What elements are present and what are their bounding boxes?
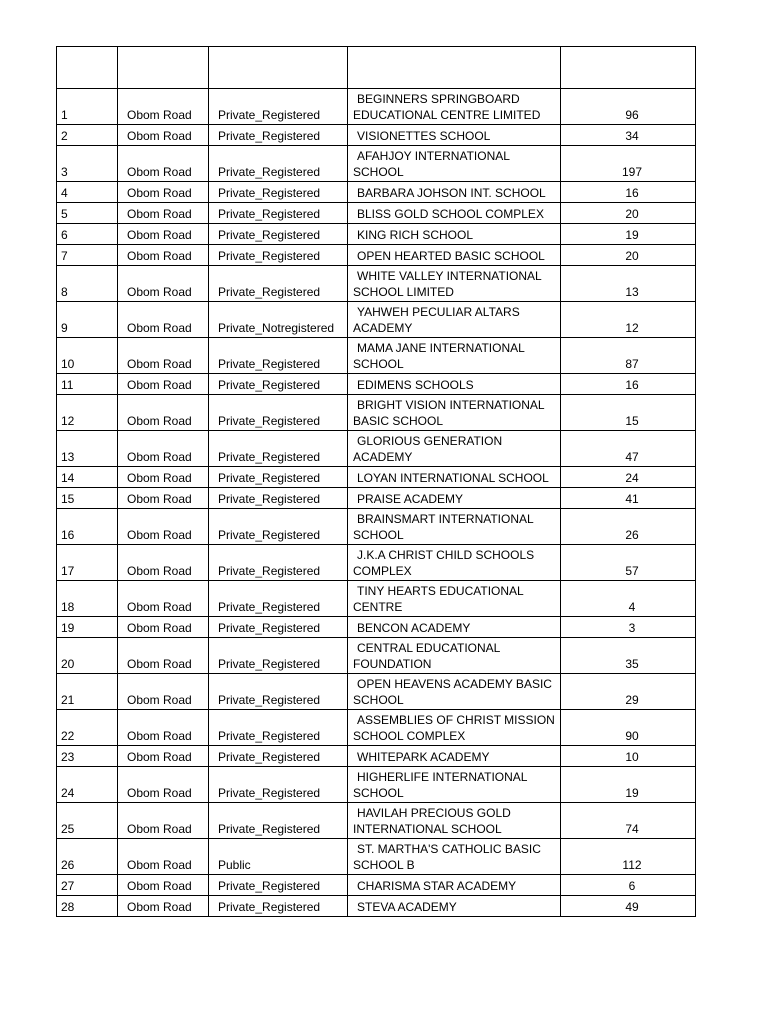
- count-cell: 74: [561, 803, 696, 839]
- school-name-line: GLORIOUS GENERATION: [357, 434, 503, 448]
- count-cell: 96: [561, 89, 696, 125]
- road-cell: Obom Road: [118, 674, 209, 710]
- school-name-cell: [348, 302, 561, 338]
- school-name-cell: [348, 875, 561, 896]
- table-row: [57, 302, 696, 338]
- count-cell: 19: [561, 767, 696, 803]
- school-name-line: INTERNATIONAL SCHOOL: [353, 822, 502, 836]
- table-row: [57, 182, 696, 203]
- school-name-line: SCHOOL LIMITED: [353, 285, 454, 299]
- road-cell: Obom Road: [118, 617, 209, 638]
- school-name-line: YAHWEH PECULIAR ALTARS: [357, 305, 520, 319]
- school-name-cell: [348, 710, 561, 746]
- row-number-cell: 21: [57, 674, 118, 710]
- count-cell: 16: [561, 182, 696, 203]
- school-name-cell: [348, 203, 561, 224]
- school-name-cell: [348, 182, 561, 203]
- school-name-line: ACADEMY: [353, 321, 413, 335]
- road-cell: Obom Road: [118, 509, 209, 545]
- school-name-line: STEVA ACADEMY: [357, 900, 457, 914]
- row-number-cell: 15: [57, 488, 118, 509]
- table-row: [57, 374, 696, 395]
- table-row: [57, 431, 696, 467]
- row-number-cell: 18: [57, 581, 118, 617]
- table-row: [57, 746, 696, 767]
- table-row: [57, 203, 696, 224]
- count-cell: 29: [561, 674, 696, 710]
- row-number-cell: 6: [57, 224, 118, 245]
- school-name-cell: [348, 581, 561, 617]
- row-number-cell: 2: [57, 125, 118, 146]
- table-row: [57, 89, 696, 125]
- school-name-cell: [348, 245, 561, 266]
- table-row: [57, 767, 696, 803]
- school-name-line: BEGINNERS SPRINGBOARD: [357, 92, 520, 106]
- row-number-cell: 13: [57, 431, 118, 467]
- table-row: [57, 338, 696, 374]
- table-row: [57, 245, 696, 266]
- registration-status-cell: Private_Registered: [209, 746, 348, 767]
- registration-status-cell: Private_Registered: [209, 125, 348, 146]
- road-cell: Obom Road: [118, 467, 209, 488]
- school-name-line: WHITE VALLEY INTERNATIONAL: [357, 269, 542, 283]
- table-row: [57, 875, 696, 896]
- road-cell: Obom Road: [118, 224, 209, 245]
- row-number-cell: 16: [57, 509, 118, 545]
- road-cell: Obom Road: [118, 302, 209, 338]
- school-name-cell: [348, 395, 561, 431]
- road-cell: Obom Road: [118, 395, 209, 431]
- registration-status-cell: Private_Registered: [209, 266, 348, 302]
- school-name-line: SCHOOL COMPLEX: [353, 729, 466, 743]
- registration-status-cell: Private_Registered: [209, 638, 348, 674]
- road-cell: Obom Road: [118, 581, 209, 617]
- school-name-cell: [348, 125, 561, 146]
- registration-status-cell: Private_Registered: [209, 509, 348, 545]
- count-cell: 3: [561, 617, 696, 638]
- school-name-line: EDIMENS SCHOOLS: [357, 378, 474, 392]
- row-number-cell: 10: [57, 338, 118, 374]
- header-cell-number: [57, 47, 118, 89]
- registration-status-cell: Private_Registered: [209, 431, 348, 467]
- school-name-line: BASIC SCHOOL: [353, 414, 444, 428]
- count-cell: 90: [561, 710, 696, 746]
- school-name-line: BENCON ACADEMY: [357, 621, 471, 635]
- school-name-cell: [348, 674, 561, 710]
- row-number-cell: 23: [57, 746, 118, 767]
- table-row: [57, 224, 696, 245]
- row-number-cell: 11: [57, 374, 118, 395]
- table-row: [57, 581, 696, 617]
- registration-status-cell: Private_Registered: [209, 374, 348, 395]
- school-name-line: CHARISMA STAR ACADEMY: [357, 879, 517, 893]
- count-cell: 15: [561, 395, 696, 431]
- registration-status-cell: Private_Registered: [209, 803, 348, 839]
- road-cell: Obom Road: [118, 125, 209, 146]
- table-row: [57, 617, 696, 638]
- school-name-line: COMPLEX: [353, 564, 412, 578]
- road-cell: Obom Road: [118, 488, 209, 509]
- registration-status-cell: Private_Registered: [209, 245, 348, 266]
- row-number-cell: 24: [57, 767, 118, 803]
- table-row: [57, 395, 696, 431]
- school-name-cell: [348, 545, 561, 581]
- road-cell: Obom Road: [118, 182, 209, 203]
- school-name-line: MAMA JANE INTERNATIONAL: [357, 341, 525, 355]
- school-name-line: ASSEMBLIES OF CHRIST MISSION: [357, 713, 555, 727]
- school-name-cell: [348, 638, 561, 674]
- table-row: [57, 125, 696, 146]
- row-number-cell: 28: [57, 896, 118, 917]
- registration-status-cell: Private_Registered: [209, 467, 348, 488]
- registration-status-cell: Private_Registered: [209, 146, 348, 182]
- table-row: [57, 839, 696, 875]
- road-cell: Obom Road: [118, 266, 209, 302]
- road-cell: Obom Road: [118, 710, 209, 746]
- road-cell: Obom Road: [118, 896, 209, 917]
- school-name-line: LOYAN INTERNATIONAL SCHOOL: [357, 471, 549, 485]
- school-name-line: SCHOOL: [353, 357, 404, 371]
- school-name-line: AFAHJOY INTERNATIONAL: [357, 149, 510, 163]
- road-cell: Obom Road: [118, 875, 209, 896]
- registration-status-cell: Private_Registered: [209, 224, 348, 245]
- table-row: [57, 266, 696, 302]
- school-name-line: BARBARA JOHSON INT. SCHOOL: [357, 186, 546, 200]
- count-cell: 4: [561, 581, 696, 617]
- header-cell-status: [209, 47, 348, 89]
- school-table: [56, 46, 696, 917]
- count-cell: 112: [561, 839, 696, 875]
- count-cell: 13: [561, 266, 696, 302]
- row-number-cell: 5: [57, 203, 118, 224]
- school-name-line: OPEN HEAVENS ACADEMY BASIC: [357, 677, 552, 691]
- table-row: [57, 545, 696, 581]
- row-number-cell: 8: [57, 266, 118, 302]
- row-number-cell: 14: [57, 467, 118, 488]
- row-number-cell: 27: [57, 875, 118, 896]
- school-name-line: CENTRAL EDUCATIONAL: [357, 641, 501, 655]
- school-name-line: KING RICH SCHOOL: [357, 228, 474, 242]
- registration-status-cell: Private_Registered: [209, 182, 348, 203]
- school-name-line: HAVILAH PRECIOUS GOLD: [357, 806, 511, 820]
- school-name-cell: [348, 839, 561, 875]
- count-cell: 34: [561, 125, 696, 146]
- school-name-line: VISIONETTES SCHOOL: [357, 129, 491, 143]
- school-name-line: WHITEPARK ACADEMY: [357, 750, 490, 764]
- row-number-cell: 3: [57, 146, 118, 182]
- row-number-cell: 12: [57, 395, 118, 431]
- school-name-cell: [348, 89, 561, 125]
- school-name-cell: [348, 746, 561, 767]
- school-name-cell: [348, 266, 561, 302]
- school-name-line: PRAISE ACADEMY: [357, 492, 464, 506]
- school-name-line: TINY HEARTS EDUCATIONAL: [357, 584, 524, 598]
- header-cell-count: [561, 47, 696, 89]
- row-number-cell: 25: [57, 803, 118, 839]
- school-name-line: OPEN HEARTED BASIC SCHOOL: [357, 249, 545, 263]
- road-cell: Obom Road: [118, 638, 209, 674]
- school-name-line: BRIGHT VISION INTERNATIONAL: [357, 398, 545, 412]
- count-cell: 16: [561, 374, 696, 395]
- registration-status-cell: Private_Registered: [209, 581, 348, 617]
- table-header-row: [57, 47, 696, 89]
- count-cell: 35: [561, 638, 696, 674]
- school-name-cell: [348, 224, 561, 245]
- header-cell-road: [118, 47, 209, 89]
- road-cell: Obom Road: [118, 146, 209, 182]
- registration-status-cell: Public: [209, 839, 348, 875]
- school-name-cell: [348, 374, 561, 395]
- count-cell: 26: [561, 509, 696, 545]
- school-name-cell: [348, 146, 561, 182]
- road-cell: Obom Road: [118, 839, 209, 875]
- count-cell: 197: [561, 146, 696, 182]
- row-number-cell: 9: [57, 302, 118, 338]
- road-cell: Obom Road: [118, 245, 209, 266]
- road-cell: Obom Road: [118, 89, 209, 125]
- registration-status-cell: Private_Registered: [209, 767, 348, 803]
- school-name-line: ST. MARTHA'S CATHOLIC BASIC: [357, 842, 541, 856]
- row-number-cell: 7: [57, 245, 118, 266]
- road-cell: Obom Road: [118, 767, 209, 803]
- table-row: [57, 146, 696, 182]
- count-cell: 20: [561, 203, 696, 224]
- table-row: [57, 803, 696, 839]
- registration-status-cell: Private_Registered: [209, 338, 348, 374]
- row-number-cell: 1: [57, 89, 118, 125]
- school-name-line: SCHOOL B: [353, 858, 415, 872]
- school-name-line: SCHOOL: [353, 693, 404, 707]
- road-cell: Obom Road: [118, 431, 209, 467]
- row-number-cell: 26: [57, 839, 118, 875]
- school-name-line: BRAINSMART INTERNATIONAL: [357, 512, 534, 526]
- count-cell: 57: [561, 545, 696, 581]
- road-cell: Obom Road: [118, 545, 209, 581]
- school-name-line: EDUCATIONAL CENTRE LIMITED: [353, 108, 541, 122]
- table-row: [57, 467, 696, 488]
- row-number-cell: 4: [57, 182, 118, 203]
- registration-status-cell: Private_Registered: [209, 896, 348, 917]
- registration-status-cell: Private_Registered: [209, 875, 348, 896]
- row-number-cell: 17: [57, 545, 118, 581]
- road-cell: Obom Road: [118, 374, 209, 395]
- table-row: [57, 710, 696, 746]
- registration-status-cell: Private_Registered: [209, 674, 348, 710]
- count-cell: 47: [561, 431, 696, 467]
- school-name-cell: [348, 467, 561, 488]
- count-cell: 6: [561, 875, 696, 896]
- school-name-line: ACADEMY: [353, 450, 413, 464]
- school-name-line: FOUNDATION: [353, 657, 432, 671]
- registration-status-cell: Private_Registered: [209, 617, 348, 638]
- school-name-cell: [348, 803, 561, 839]
- row-number-cell: 20: [57, 638, 118, 674]
- table-row: [57, 896, 696, 917]
- road-cell: Obom Road: [118, 203, 209, 224]
- road-cell: Obom Road: [118, 746, 209, 767]
- table-row: [57, 638, 696, 674]
- registration-status-cell: Private_Registered: [209, 488, 348, 509]
- header-cell-school-name: [348, 47, 561, 89]
- registration-status-cell: Private_Registered: [209, 545, 348, 581]
- registration-status-cell: Private_Registered: [209, 395, 348, 431]
- road-cell: Obom Road: [118, 338, 209, 374]
- school-name-cell: [348, 896, 561, 917]
- school-name-line: BLISS GOLD SCHOOL COMPLEX: [357, 207, 544, 221]
- row-number-cell: 19: [57, 617, 118, 638]
- count-cell: 87: [561, 338, 696, 374]
- school-name-cell: [348, 431, 561, 467]
- table-row: [57, 488, 696, 509]
- count-cell: 19: [561, 224, 696, 245]
- count-cell: 41: [561, 488, 696, 509]
- school-name-line: SCHOOL: [353, 528, 404, 542]
- count-cell: 24: [561, 467, 696, 488]
- school-name-line: SCHOOL: [353, 165, 404, 179]
- registration-status-cell: Private_Notregistered: [209, 302, 348, 338]
- table-row: [57, 509, 696, 545]
- count-cell: 49: [561, 896, 696, 917]
- road-cell: Obom Road: [118, 803, 209, 839]
- registration-status-cell: Private_Registered: [209, 710, 348, 746]
- row-number-cell: 22: [57, 710, 118, 746]
- school-name-cell: [348, 338, 561, 374]
- school-name-cell: [348, 767, 561, 803]
- school-name-line: CENTRE: [353, 600, 403, 614]
- count-cell: 20: [561, 245, 696, 266]
- count-cell: 12: [561, 302, 696, 338]
- school-name-line: SCHOOL: [353, 786, 404, 800]
- registration-status-cell: Private_Registered: [209, 203, 348, 224]
- school-name-line: J.K.A CHRIST CHILD SCHOOLS: [357, 548, 535, 562]
- school-name-cell: [348, 617, 561, 638]
- school-table-body: [57, 47, 696, 917]
- school-name-cell: [348, 509, 561, 545]
- table-row: [57, 674, 696, 710]
- school-name-line: HIGHERLIFE INTERNATIONAL: [357, 770, 528, 784]
- school-name-cell: [348, 488, 561, 509]
- registration-status-cell: Private_Registered: [209, 89, 348, 125]
- count-cell: 10: [561, 746, 696, 767]
